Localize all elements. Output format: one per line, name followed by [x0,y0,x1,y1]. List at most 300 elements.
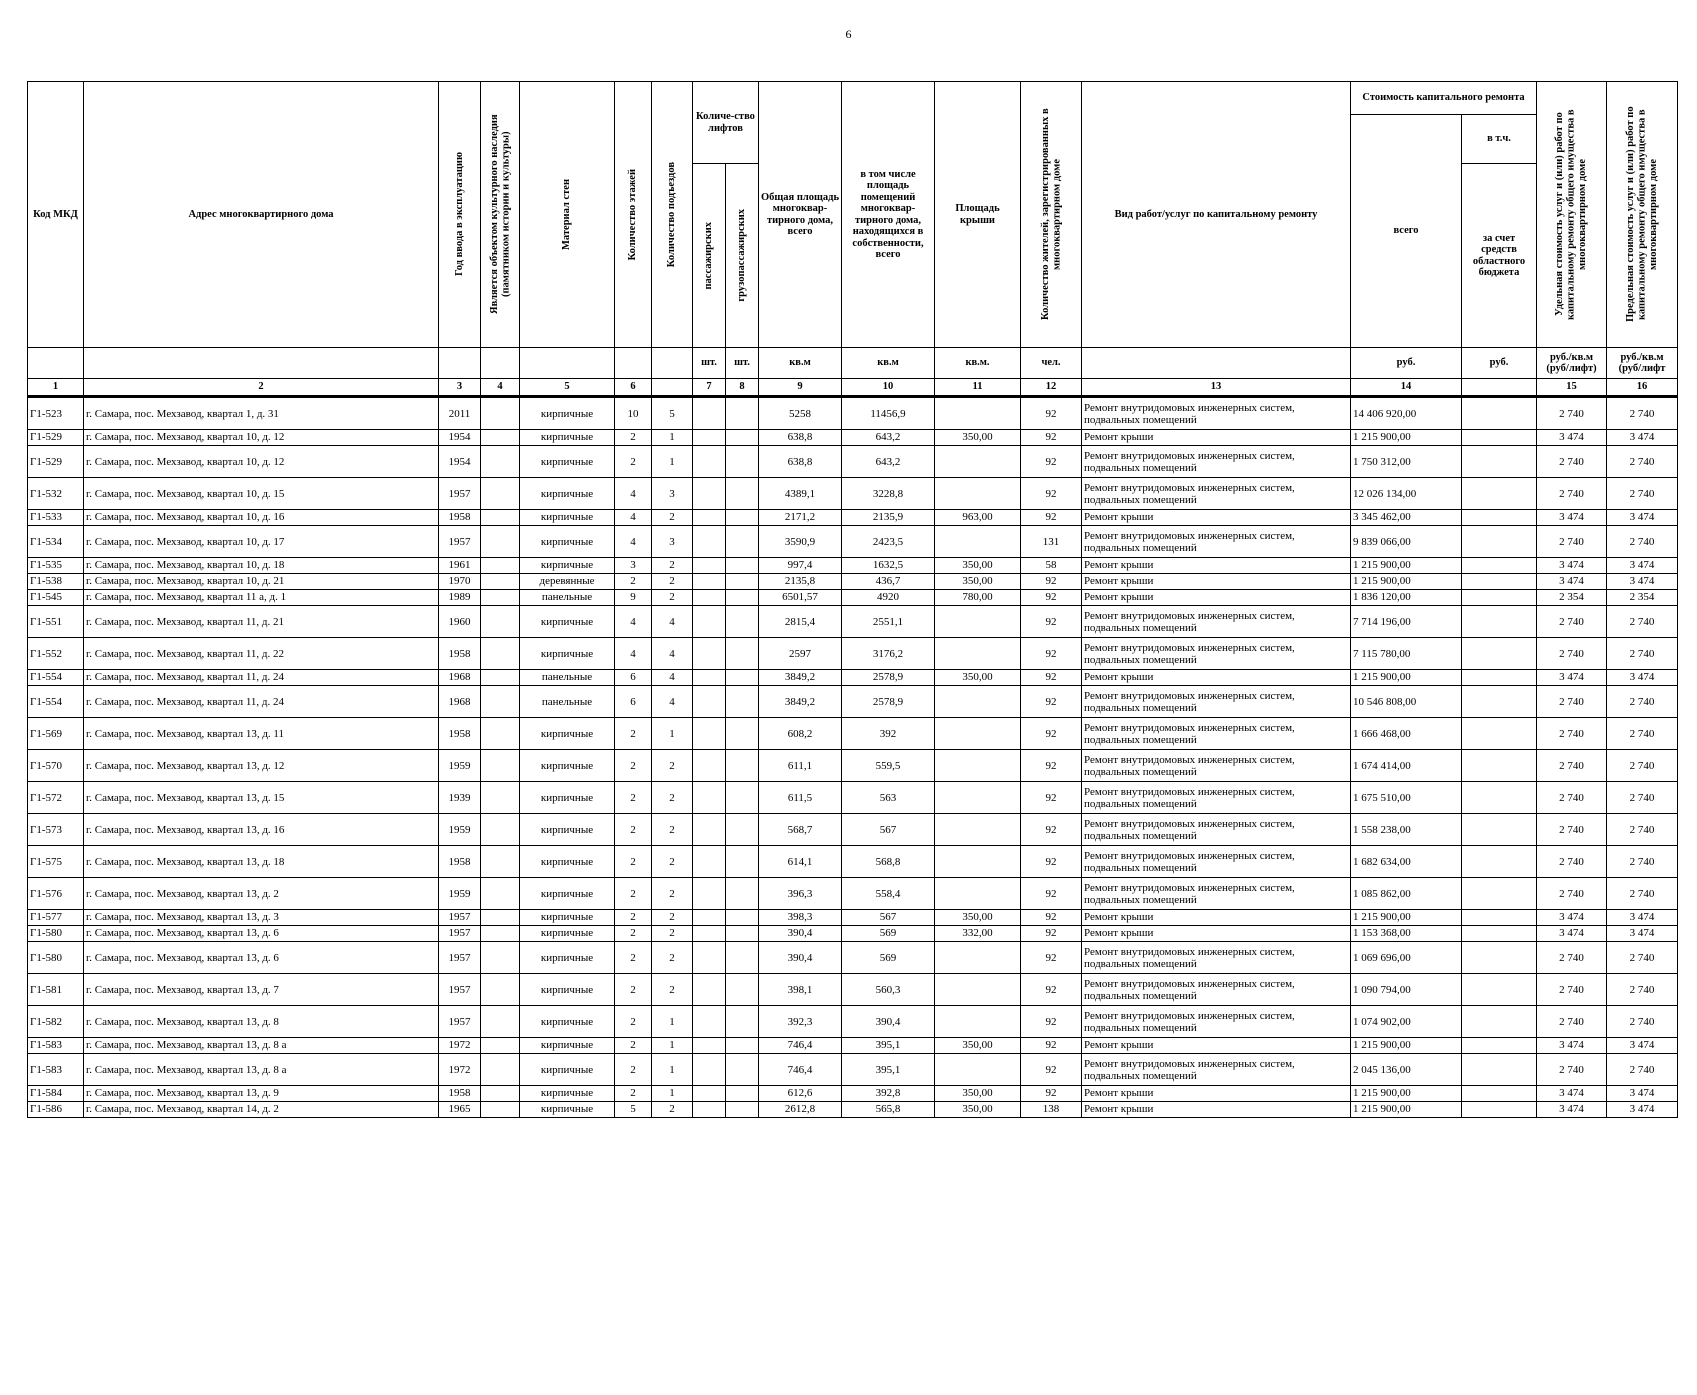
cell-limit-cost: 2 354 [1607,590,1678,606]
cell-area-owned: 567 [842,814,935,846]
unit-cell [84,348,439,379]
cell-roof-area [935,814,1021,846]
cell-year: 1961 [439,558,481,574]
cell-area-owned: 390,4 [842,1006,935,1038]
cell-wall: кирпичные [520,606,615,638]
unit-rub: руб. [1462,348,1537,379]
cell-wall: кирпичные [520,1006,615,1038]
table-row [28,574,1678,590]
cell-entrances: 1 [652,1086,693,1102]
cell-area-owned: 643,2 [842,446,935,478]
cell-residents: 92 [1021,446,1082,478]
cell-wall: кирпичные [520,974,615,1006]
cell-area-total: 997,4 [759,558,842,574]
cell-cost-total: 1 215 900,00 [1351,430,1462,446]
cell-wall: кирпичные [520,814,615,846]
unit-rub: руб. [1351,348,1462,379]
cell-limit-cost: 2 740 [1607,1054,1678,1086]
table-row [28,526,1678,558]
table-row [28,1086,1678,1102]
cell-cost-total: 1 836 120,00 [1351,590,1462,606]
cell-cost-total: 14 406 920,00 [1351,397,1462,430]
cell-unit-cost: 3 474 [1537,558,1607,574]
cell-residents: 92 [1021,750,1082,782]
cell-year: 1958 [439,638,481,670]
header-lifts-cargo: грузопассажирских [726,164,759,348]
unit-people: чел. [1021,348,1082,379]
cell-code: Г1-554 [28,686,84,718]
cell-area-total: 398,3 [759,910,842,926]
cell-cost-regional [1462,846,1537,878]
cell-code: Г1-580 [28,942,84,974]
cell-cost-total: 2 045 136,00 [1351,1054,1462,1086]
cell-heritage [481,910,520,926]
cell-area-total: 2171,2 [759,510,842,526]
cell-wall: кирпичные [520,558,615,574]
cell-work-type: Ремонт крыши [1082,1086,1351,1102]
cell-area-owned: 392,8 [842,1086,935,1102]
table-row [28,686,1678,718]
cell-lifts-passenger [693,397,726,430]
cell-floors: 2 [615,926,652,942]
cell-residents: 92 [1021,910,1082,926]
cell-year: 1954 [439,430,481,446]
table-row [28,974,1678,1006]
cell-address: г. Самара, пос. Мехзавод, квартал 13, д. 7 [84,974,439,1006]
cell-area-total: 608,2 [759,718,842,750]
cell-heritage [481,686,520,718]
table-row [28,638,1678,670]
cell-unit-cost: 2 740 [1537,814,1607,846]
cell-wall: панельные [520,590,615,606]
cell-code: Г1-572 [28,782,84,814]
cell-residents: 92 [1021,510,1082,526]
cell-lifts-passenger [693,1054,726,1086]
unit-cell [439,348,481,379]
header-area-owned: в том числе площадь помещений многоквар-тирного дома, находящихся в собственности, всего [842,82,935,348]
cell-area-total: 392,3 [759,1006,842,1038]
cell-cost-total: 10 546 808,00 [1351,686,1462,718]
cell-year: 1958 [439,846,481,878]
cell-cost-total: 3 345 462,00 [1351,510,1462,526]
cell-address: г. Самара, пос. Мехзавод, квартал 13, д. 3 [84,910,439,926]
cell-area-total: 398,1 [759,974,842,1006]
cell-unit-cost: 2 740 [1537,718,1607,750]
cell-residents: 138 [1021,1102,1082,1118]
cell-unit-cost: 3 474 [1537,574,1607,590]
unit-cell [652,348,693,379]
cell-heritage [481,926,520,942]
cell-residents: 92 [1021,638,1082,670]
cell-entrances: 4 [652,638,693,670]
column-number: 6 [615,379,652,397]
cell-cost-regional [1462,942,1537,974]
cell-area-total: 2612,8 [759,1102,842,1118]
cell-year: 1939 [439,782,481,814]
cell-work-type: Ремонт крыши [1082,670,1351,686]
cell-lifts-cargo [726,478,759,510]
cell-wall: кирпичные [520,782,615,814]
cell-work-type: Ремонт внутридомовых инженерных систем, подвальных помещений [1082,878,1351,910]
cell-work-type: Ремонт внутридомовых инженерных систем, подвальных помещений [1082,718,1351,750]
cell-lifts-passenger [693,606,726,638]
cell-area-owned: 569 [842,942,935,974]
cell-heritage [481,397,520,430]
cell-wall: кирпичные [520,878,615,910]
cell-entrances: 4 [652,686,693,718]
cell-cost-total: 9 839 066,00 [1351,526,1462,558]
cell-residents: 92 [1021,397,1082,430]
cell-wall: кирпичные [520,910,615,926]
cell-lifts-cargo [726,574,759,590]
cell-entrances: 2 [652,878,693,910]
cell-lifts-cargo [726,926,759,942]
cell-heritage [481,1006,520,1038]
cell-work-type: Ремонт крыши [1082,430,1351,446]
cell-year: 1954 [439,446,481,478]
cell-heritage [481,638,520,670]
cell-area-owned: 395,1 [842,1054,935,1086]
cell-cost-total: 1 674 414,00 [1351,750,1462,782]
cell-year: 1970 [439,574,481,590]
cell-cost-total: 1 074 902,00 [1351,1006,1462,1038]
cell-lifts-cargo [726,1054,759,1086]
cell-floors: 4 [615,638,652,670]
cell-year: 1958 [439,718,481,750]
cell-code: Г1-580 [28,926,84,942]
cell-wall: панельные [520,686,615,718]
cell-area-total: 3849,2 [759,686,842,718]
cell-work-type: Ремонт внутридомовых инженерных систем, подвальных помещений [1082,606,1351,638]
cell-cost-regional [1462,1102,1537,1118]
cell-wall: кирпичные [520,1086,615,1102]
cell-area-total: 4389,1 [759,478,842,510]
cell-floors: 2 [615,910,652,926]
cell-area-total: 746,4 [759,1038,842,1054]
cell-floors: 4 [615,526,652,558]
cell-code: Г1-581 [28,974,84,1006]
cell-entrances: 2 [652,750,693,782]
cell-heritage [481,1086,520,1102]
cell-cost-regional [1462,686,1537,718]
cell-lifts-passenger [693,574,726,590]
cell-residents: 131 [1021,526,1082,558]
cell-limit-cost: 2 740 [1607,397,1678,430]
cell-floors: 2 [615,574,652,590]
cell-cost-total: 7 115 780,00 [1351,638,1462,670]
table-row [28,878,1678,910]
cell-residents: 92 [1021,590,1082,606]
cell-lifts-passenger [693,430,726,446]
cell-floors: 2 [615,846,652,878]
cell-work-type: Ремонт внутридомовых инженерных систем, подвальных помещений [1082,478,1351,510]
cell-cost-total: 1 215 900,00 [1351,910,1462,926]
cell-lifts-passenger [693,510,726,526]
cell-cost-regional [1462,670,1537,686]
cell-floors: 2 [615,1038,652,1054]
cell-lifts-cargo [726,558,759,574]
cell-code: Г1-533 [28,510,84,526]
cell-limit-cost: 2 740 [1607,1006,1678,1038]
cell-area-owned: 560,3 [842,974,935,1006]
cell-limit-cost: 3 474 [1607,1102,1678,1118]
cell-work-type: Ремонт крыши [1082,590,1351,606]
table-row [28,846,1678,878]
cell-area-owned: 392 [842,718,935,750]
cell-cost-regional [1462,638,1537,670]
cell-work-type: Ремонт крыши [1082,558,1351,574]
cell-area-owned: 395,1 [842,1038,935,1054]
cell-address: г. Самара, пос. Мехзавод, квартал 11, д. 24 [84,686,439,718]
cell-floors: 2 [615,446,652,478]
header-cost-incl: в т.ч. [1462,115,1537,164]
cell-unit-cost: 2 740 [1537,750,1607,782]
table-row [28,1038,1678,1054]
header-code: Код МКД [28,82,84,348]
cell-lifts-cargo [726,846,759,878]
cell-area-total: 2597 [759,638,842,670]
cell-cost-regional [1462,782,1537,814]
table-row [28,606,1678,638]
cell-work-type: Ремонт внутридомовых инженерных систем, подвальных помещений [1082,397,1351,430]
cell-area-total: 614,1 [759,846,842,878]
table-row [28,750,1678,782]
cell-cost-total: 1 069 696,00 [1351,942,1462,974]
cell-unit-cost: 2 740 [1537,974,1607,1006]
cell-entrances: 1 [652,446,693,478]
cell-cost-total: 1 153 368,00 [1351,926,1462,942]
cell-entrances: 4 [652,670,693,686]
unit-cell [520,348,615,379]
cell-lifts-cargo [726,1086,759,1102]
cell-code: Г1-538 [28,574,84,590]
cell-code: Г1-529 [28,430,84,446]
cell-unit-cost: 2 740 [1537,446,1607,478]
cell-year: 1957 [439,526,481,558]
cell-address: г. Самара, пос. Мехзавод, квартал 13, д. 11 [84,718,439,750]
cell-residents: 92 [1021,574,1082,590]
column-number: 14 [1351,379,1462,397]
cell-roof-area: 350,00 [935,1086,1021,1102]
cell-lifts-cargo [726,446,759,478]
cell-heritage [481,526,520,558]
cell-lifts-passenger [693,638,726,670]
header-cost: Стоимость капитального ремонта [1351,82,1537,115]
table-body [28,397,1678,1118]
cell-area-owned: 436,7 [842,574,935,590]
cell-wall: кирпичные [520,510,615,526]
cell-code: Г1-576 [28,878,84,910]
cell-cost-regional [1462,430,1537,446]
cell-area-owned: 2135,9 [842,510,935,526]
cell-cost-regional [1462,718,1537,750]
cell-roof-area [935,1006,1021,1038]
cell-limit-cost: 2 740 [1607,942,1678,974]
cell-area-owned: 3228,8 [842,478,935,510]
cell-year: 1989 [439,590,481,606]
cell-code: Г1-583 [28,1054,84,1086]
cell-area-total: 3590,9 [759,526,842,558]
cell-work-type: Ремонт внутридомовых инженерных систем, подвальных помещений [1082,1054,1351,1086]
cell-residents: 92 [1021,974,1082,1006]
cell-lifts-passenger [693,878,726,910]
column-number: 9 [759,379,842,397]
cell-address: г. Самара, пос. Мехзавод, квартал 10, д. 12 [84,446,439,478]
cell-cost-regional [1462,606,1537,638]
cell-lifts-cargo [726,1038,759,1054]
cell-wall: кирпичные [520,430,615,446]
column-number: 12 [1021,379,1082,397]
cell-unit-cost: 3 474 [1537,670,1607,686]
cell-wall: кирпичные [520,397,615,430]
cell-lifts-passenger [693,1086,726,1102]
unit-rate: руб./кв.м (руб/лифт) [1537,348,1607,379]
cell-area-total: 612,6 [759,1086,842,1102]
cell-cost-regional [1462,974,1537,1006]
cell-cost-regional [1462,397,1537,430]
table-row [28,942,1678,974]
cell-residents: 92 [1021,846,1082,878]
cell-floors: 9 [615,590,652,606]
cell-roof-area [935,478,1021,510]
cell-floors: 2 [615,750,652,782]
unit-sqm: кв.м. [935,348,1021,379]
cell-code: Г1-534 [28,526,84,558]
cell-lifts-passenger [693,782,726,814]
cell-year: 1957 [439,974,481,1006]
cell-area-owned: 4920 [842,590,935,606]
unit-sqm: кв.м [842,348,935,379]
cell-unit-cost: 2 740 [1537,478,1607,510]
cell-lifts-cargo [726,814,759,846]
cell-limit-cost: 2 740 [1607,606,1678,638]
cell-roof-area: 963,00 [935,510,1021,526]
cell-lifts-cargo [726,670,759,686]
header-residents: Количество жителей, зарегистрированных в многоквартирном доме [1021,82,1082,348]
cell-lifts-passenger [693,942,726,974]
cell-unit-cost: 2 740 [1537,397,1607,430]
cell-heritage [481,430,520,446]
header-roof-area: Площадь крыши [935,82,1021,348]
table-row [28,926,1678,942]
column-number-row [28,379,1678,397]
cell-floors: 2 [615,782,652,814]
cell-unit-cost: 3 474 [1537,510,1607,526]
cell-lifts-cargo [726,878,759,910]
cell-residents: 92 [1021,878,1082,910]
cell-work-type: Ремонт крыши [1082,574,1351,590]
cell-year: 1959 [439,750,481,782]
cell-floors: 2 [615,430,652,446]
header-limit-cost: Предельная стоимость услуг и (или) работ по капитальному ремонту общего имущества в многоквартирном доме [1607,82,1678,348]
cell-address: г. Самара, пос. Мехзавод, квартал 13, д. 6 [84,942,439,974]
cell-area-total: 6501,57 [759,590,842,606]
cell-residents: 92 [1021,1006,1082,1038]
cell-year: 1957 [439,942,481,974]
cell-floors: 6 [615,670,652,686]
cell-roof-area: 350,00 [935,558,1021,574]
cell-lifts-passenger [693,670,726,686]
cell-work-type: Ремонт внутридомовых инженерных систем, подвальных помещений [1082,974,1351,1006]
cell-work-type: Ремонт внутридомовых инженерных систем, подвальных помещений [1082,814,1351,846]
unit-cell [28,348,84,379]
cell-entrances: 1 [652,1006,693,1038]
cell-lifts-cargo [726,974,759,1006]
cell-address: г. Самара, пос. Мехзавод, квартал 13, д. 9 [84,1086,439,1102]
cell-floors: 2 [615,878,652,910]
cell-residents: 92 [1021,478,1082,510]
cell-address: г. Самара, пос. Мехзавод, квартал 13, д. 12 [84,750,439,782]
cell-lifts-passenger [693,750,726,782]
cell-residents: 92 [1021,686,1082,718]
cell-floors: 2 [615,814,652,846]
cell-limit-cost: 2 740 [1607,782,1678,814]
cell-residents: 58 [1021,558,1082,574]
header-cost-total: всего [1351,115,1462,348]
cell-floors: 2 [615,1086,652,1102]
cell-code: Г1-529 [28,446,84,478]
cell-lifts-cargo [726,782,759,814]
cell-year: 1957 [439,478,481,510]
cell-residents: 92 [1021,430,1082,446]
header-year: Год ввода в эксплуатацию [439,82,481,348]
cell-limit-cost: 2 740 [1607,686,1678,718]
cell-residents: 92 [1021,782,1082,814]
cell-cost-total: 12 026 134,00 [1351,478,1462,510]
cell-code: Г1-573 [28,814,84,846]
cell-limit-cost: 3 474 [1607,1086,1678,1102]
cell-cost-total: 7 714 196,00 [1351,606,1462,638]
unit-cell [481,348,520,379]
cell-heritage [481,782,520,814]
cell-cost-total: 1 215 900,00 [1351,1102,1462,1118]
cell-heritage [481,574,520,590]
cell-roof-area [935,718,1021,750]
cell-cost-regional [1462,590,1537,606]
cell-lifts-cargo [726,590,759,606]
cell-floors: 2 [615,1006,652,1038]
cell-heritage [481,750,520,782]
cell-unit-cost: 2 740 [1537,638,1607,670]
cell-limit-cost: 2 740 [1607,478,1678,510]
cell-area-total: 746,4 [759,1054,842,1086]
cell-lifts-passenger [693,686,726,718]
unit-pcs: шт. [726,348,759,379]
cell-lifts-passenger [693,558,726,574]
cell-code: Г1-586 [28,1102,84,1118]
cell-wall: кирпичные [520,446,615,478]
cell-address: г. Самара, пос. Мехзавод, квартал 10, д. 16 [84,510,439,526]
cell-lifts-passenger [693,1006,726,1038]
cell-code: Г1-545 [28,590,84,606]
unit-rate: руб./кв.м (руб/лифт [1607,348,1678,379]
cell-address: г. Самара, пос. Мехзавод, квартал 13, д. 16 [84,814,439,846]
cell-lifts-cargo [726,397,759,430]
cell-cost-regional [1462,1038,1537,1054]
cell-roof-area [935,878,1021,910]
cell-roof-area: 350,00 [935,1038,1021,1054]
cell-residents: 92 [1021,1038,1082,1054]
cell-code: Г1-551 [28,606,84,638]
cell-area-total: 3849,2 [759,670,842,686]
header-cost-regional: за счет средств областного бюджета [1462,164,1537,348]
cell-lifts-passenger [693,446,726,478]
cell-entrances: 3 [652,478,693,510]
cell-area-total: 390,4 [759,942,842,974]
cell-heritage [481,942,520,974]
cell-wall: кирпичные [520,1054,615,1086]
column-number [1462,379,1537,397]
